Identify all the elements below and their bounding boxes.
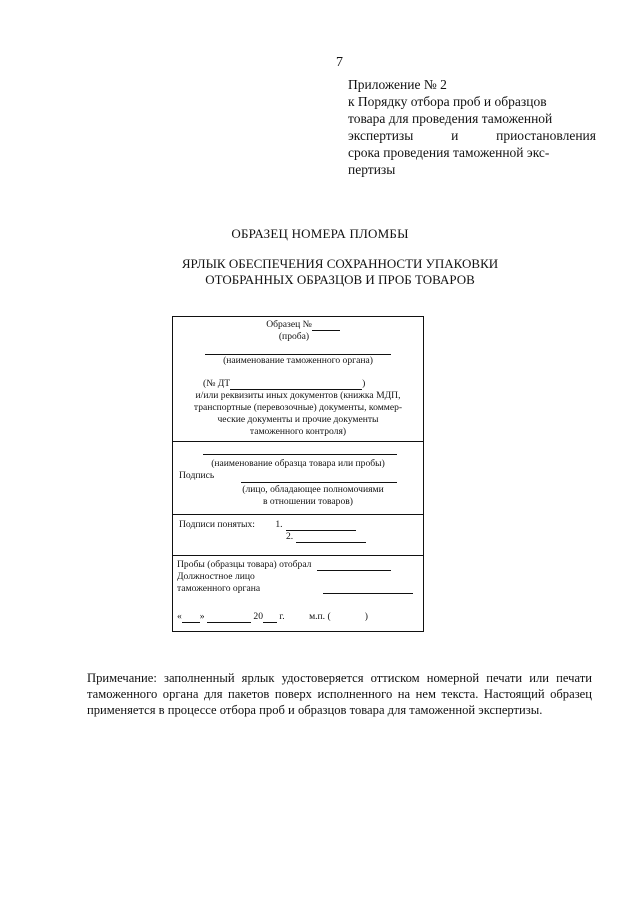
- appendix-line: товара для проведения таможенной: [348, 111, 553, 126]
- year-blank: [263, 622, 277, 623]
- dt-row: [173, 378, 423, 390]
- date-close: »: [199, 611, 205, 622]
- note-paragraph: Примечание: заполненный ярлык удостоверяется оттиском номерной печати или печати таможенного органа для пакетов поверх исполненного на нем текста. Настоящий образец применяется в процессе отбора проб и образцов товара для таможенной экспертизы.: [87, 671, 592, 717]
- signature-row: [173, 470, 423, 482]
- dt-label: (№ ДТ: [203, 378, 231, 389]
- docs-line: таможенного контроля): [249, 426, 347, 437]
- person-caption: в отношении товаров): [262, 496, 353, 507]
- customs-name-rule: [205, 354, 391, 355]
- sample-name-caption: (наименование образца товара или пробы): [211, 458, 385, 469]
- witness-row-1: [173, 519, 423, 531]
- label-title-line: ЯРЛЫК ОБЕСПЕЧЕНИЯ СОХРАННОСТИ УПАКОВКИ: [181, 256, 499, 271]
- date-open: «: [177, 611, 182, 622]
- official-label: таможенного органа: [177, 583, 261, 594]
- docs-line: и/или реквизиты иных документов (книжка МДП,: [195, 390, 401, 401]
- taken-by-row: [173, 559, 423, 571]
- year-prefix: 20: [253, 611, 263, 622]
- docs-line: транспортные (перевозочные) документы, коммер-: [193, 402, 403, 413]
- label-title-line: ОТОБРАННЫХ ОБРАЗЦОВ И ПРОБ ТОВАРОВ: [205, 272, 475, 287]
- form-divider: [173, 514, 423, 515]
- taken-by-label: Пробы (образцы товара) отобрал: [177, 559, 312, 570]
- appendix-word: приостановления: [496, 128, 596, 143]
- appendix-title: Приложение № 2: [348, 77, 447, 92]
- sample-number-blank: [312, 330, 340, 331]
- stamp-label: м.п. (: [309, 611, 331, 622]
- form-section-customs: [173, 319, 423, 438]
- day-blank: [182, 622, 200, 623]
- appendix-line: [348, 127, 596, 144]
- page-number: 7: [336, 55, 343, 70]
- signature-rule: [241, 482, 397, 483]
- form-section-official: [173, 559, 423, 623]
- witness-2-blank: [296, 542, 366, 543]
- sample-number-row: [173, 319, 423, 331]
- form-section-sample: [173, 444, 423, 508]
- label-form: [172, 316, 424, 632]
- appendix-word: экспертизы: [348, 128, 414, 143]
- seal-number-heading: ОБРАЗЕЦ НОМЕРА ПЛОМБЫ: [231, 226, 409, 241]
- taken-by-blank: [317, 570, 391, 571]
- customs-name-caption: (наименование таможенного органа): [223, 355, 373, 366]
- date-row: [173, 611, 423, 623]
- appendix-line: пертизы: [348, 162, 396, 177]
- appendix-line: срока проведения таможенной экс-: [348, 145, 550, 160]
- dt-close: ): [362, 378, 366, 389]
- form-divider: [173, 441, 423, 442]
- official-label: Должностное лицо: [177, 571, 255, 582]
- year-suffix: г.: [279, 611, 285, 622]
- witness-1-number: 1.: [275, 519, 283, 530]
- label-title: [0, 256, 640, 288]
- appendix-word: и: [451, 128, 459, 143]
- witness-2-number: 2.: [286, 531, 294, 542]
- sample-number-label: Образец №: [266, 319, 312, 330]
- appendix-line: [348, 93, 596, 110]
- stamp-close: ): [364, 611, 368, 622]
- docs-line: ческие документы и прочие документы: [217, 414, 379, 425]
- witnesses-label: Подписи понятых:: [179, 519, 255, 530]
- sample-probe: (проба): [278, 331, 310, 342]
- form-divider: [173, 555, 423, 556]
- official-rule: [323, 593, 413, 594]
- appendix-text: к Порядку отбора проб и образцов: [348, 94, 547, 109]
- sample-name-rule: [203, 454, 397, 455]
- witness-row-2: [173, 531, 423, 543]
- person-caption: (лицо, обладающее полномочиями: [242, 484, 384, 495]
- form-section-witnesses: [173, 519, 423, 543]
- signature-label: Подпись: [179, 470, 215, 481]
- month-blank: [207, 622, 251, 623]
- appendix-block: [348, 76, 596, 178]
